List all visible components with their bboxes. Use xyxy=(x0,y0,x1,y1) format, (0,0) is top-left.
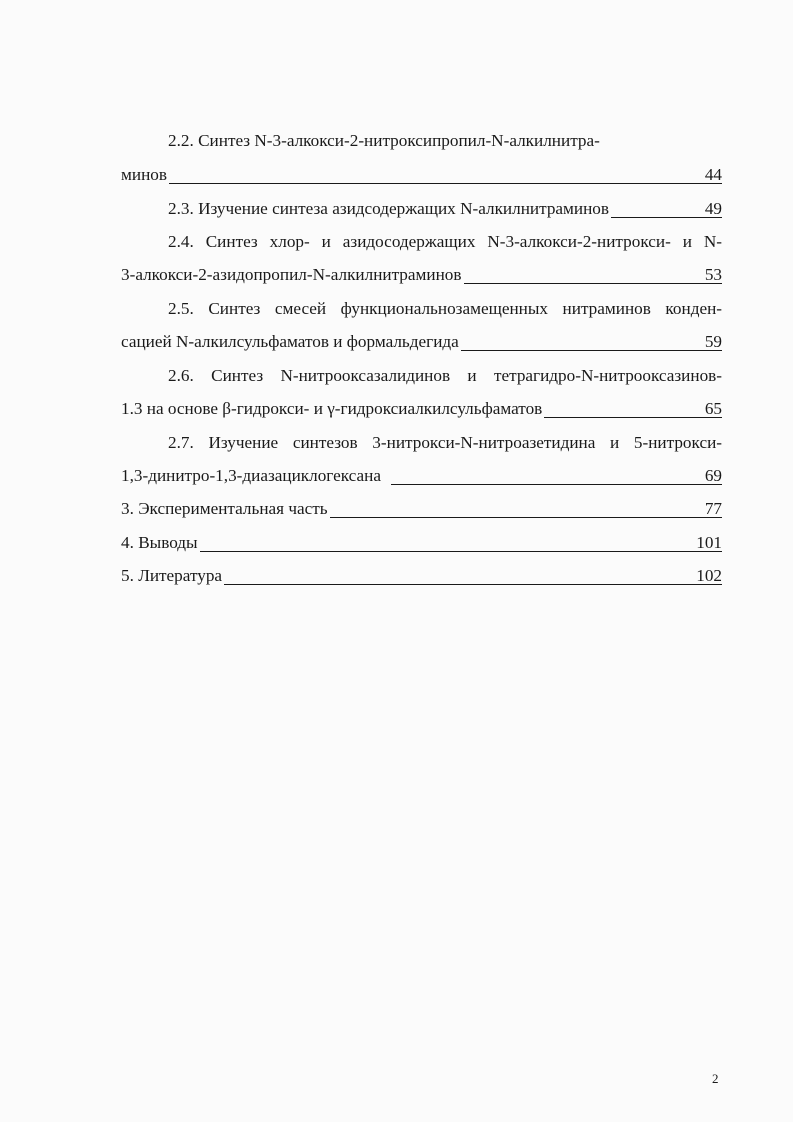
toc-page-number: 102 xyxy=(696,566,722,585)
toc-entry-5 xyxy=(121,566,722,588)
toc-entry-4 xyxy=(121,533,722,555)
toc-page-number: 53 xyxy=(704,265,722,284)
toc-page-number: 101 xyxy=(696,533,722,552)
toc-leader xyxy=(330,499,722,518)
toc-text: 2.3. Изучение синтеза азидсодержащих N-алкилнитраминов xyxy=(168,199,610,218)
toc-page-number: 77 xyxy=(704,499,722,518)
toc-text: 2.4. Синтез хлор- и азидосодержащих N-3-алкокси-2-нитрокси- и N- xyxy=(168,232,722,251)
toc-text: 4. Выводы xyxy=(121,533,198,552)
toc-entry-2-7-line2 xyxy=(121,466,722,488)
toc-page-number: 65 xyxy=(704,399,722,418)
toc-entry-2-2-line1 xyxy=(168,131,722,153)
toc-entry-2-3 xyxy=(168,199,722,221)
toc-leader xyxy=(461,332,722,351)
toc-text: 1.3 на основе β-гидрокси- и γ-гидроксиалкилсульфаматов xyxy=(121,399,543,418)
toc-text: 2.2. Синтез N-3-алкокси-2-нитроксипропил-N-алкилнитра- xyxy=(168,131,600,150)
toc-leader xyxy=(200,533,722,552)
toc-leader xyxy=(391,466,722,485)
toc-leader xyxy=(169,165,722,184)
page-number: 2 xyxy=(712,1071,719,1086)
toc-text: сацией N-алкилсульфаматов и формальдегида xyxy=(121,332,459,351)
toc-text: 2.5. Синтез смесей функциональнозамещенных нитраминов конден- xyxy=(168,299,722,318)
toc-entry-2-5-line2 xyxy=(121,332,722,354)
toc-entry-2-4-line2 xyxy=(121,265,722,287)
toc-text: 5. Литература xyxy=(121,566,223,585)
toc-leader xyxy=(464,265,722,284)
toc-text: 2.6. Синтез N-нитрооксазалидинов и тетрагидро-N-нитрооксазинов- xyxy=(168,366,722,385)
toc-leader xyxy=(544,399,722,418)
toc-page-number: 49 xyxy=(704,199,722,218)
toc-text: 2.7. Изучение синтезов 3-нитрокси-N-нитроазетидина и 5-нитрокси- xyxy=(168,433,722,452)
toc-entry-3 xyxy=(121,499,722,521)
toc-text: минов xyxy=(121,165,167,184)
toc-text: 1,3-динитро-1,3-диазациклогексана xyxy=(121,466,381,485)
toc-entry-2-6-line2 xyxy=(121,399,722,421)
toc-leader xyxy=(611,199,722,218)
toc-entry-2-6-line1 xyxy=(168,366,722,388)
toc-entry-2-5-line1 xyxy=(168,299,722,321)
toc-text: 3-алкокси-2-азидопропил-N-алкилнитраминов xyxy=(121,265,462,284)
toc-leader xyxy=(224,566,722,585)
toc-page-number: 44 xyxy=(704,165,722,184)
toc-text: 3. Экспериментальная часть xyxy=(121,499,328,518)
toc-page-number: 69 xyxy=(704,466,722,485)
toc-entry-2-4-line1 xyxy=(168,232,722,254)
toc-entry-2-7-line1 xyxy=(168,433,722,455)
toc-entry-2-2-line2 xyxy=(121,165,722,187)
toc-page-number: 59 xyxy=(704,332,722,351)
